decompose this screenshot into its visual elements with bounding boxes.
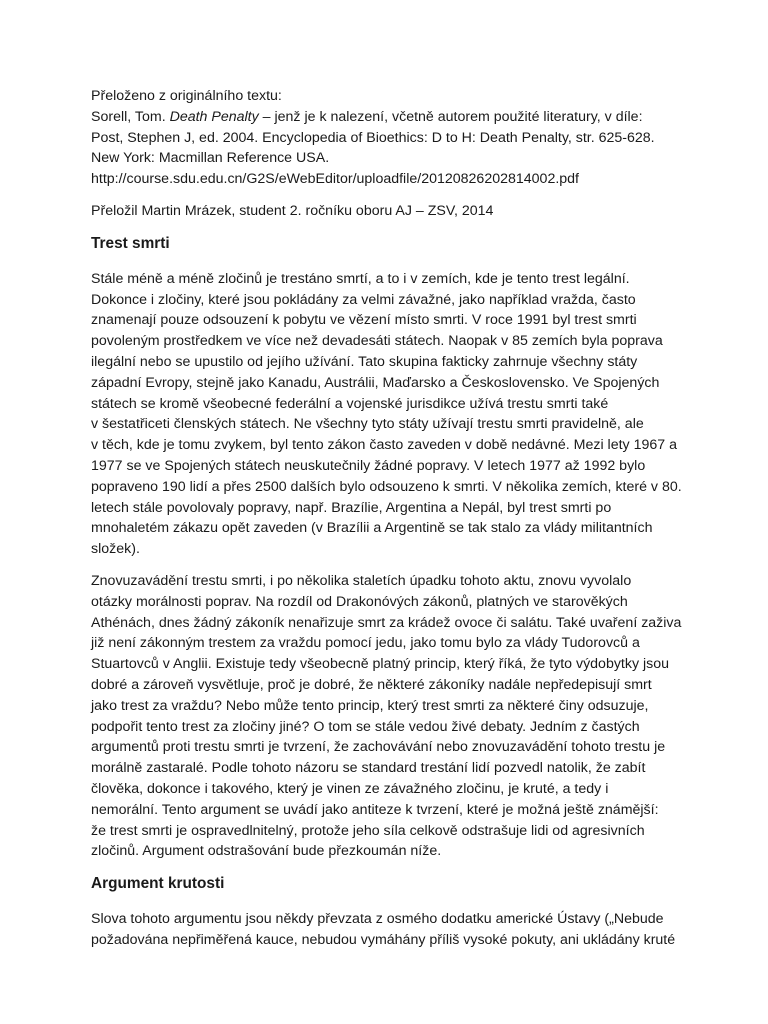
paragraph <box>91 909 691 951</box>
paragraph-line: již není zákonným trestem za vraždu pomocí jedu, jako tomu bylo za vlády Tudorovců a <box>91 635 640 652</box>
paragraph-line: popraveno 190 lidí a přes 2500 dalších bylo odsouzeno k smrti. V několika zemích, které v 80. <box>91 478 682 495</box>
paragraph-line: složek). <box>91 541 140 558</box>
paragraph-line: letech stále povolovaly popravy, např. Brazílie, Argentina a Nepál, byl trest smrti po <box>91 499 612 516</box>
citation-line: New York: Macmillan Reference USA. <box>91 150 330 167</box>
paragraph-line: Athénách, dnes žádný zákoník nenařizuje smrt za krádež ovoce či salátu. Také uvaření zaživa <box>91 614 682 631</box>
paragraph-line: v šestatřiceti členských státech. Ne všechny tyto státy užívají trestu smrti pravidelně, ale <box>91 416 644 433</box>
paragraph-line: západní Evropy, stejně jako Kanadu, Austrálii, Maďarsko a Československo. Ve Spojených <box>91 374 660 391</box>
source-citation <box>91 86 691 190</box>
citation-line: Post, Stephen J, ed. 2004. Encyclopedia of Bioethics: D to H: Death Penalty, str. 625-628. <box>91 129 655 146</box>
paragraph-line: povoleným prostředkem ve více než devadesáti státech. Naopak v 85 zemích byla poprava <box>91 333 663 350</box>
paragraph-line: Stále méně a méně zločinů je trestáno smrtí, a to i v zemích, kde je tento trest legální. <box>91 270 630 287</box>
paragraph-line: že trest smrti je ospravedlnitelný, protože jeho síla celkově odstrašuje lidi od agresivních <box>91 822 645 839</box>
paragraph-line: člověka, dokonce i takového, který je vinen ze závažného zločinu, je kruté, a tedy i <box>91 780 609 797</box>
paragraph-line: mnohaletém zákazu opět zaveden (v Brazílii a Argentině se tak stalo za vlády militantních <box>91 520 653 537</box>
translator-note: Přeložil Martin Mrázek, student 2. ročníku oboru AJ – ZSV, 2014 <box>91 202 494 219</box>
paragraph-line: morálně zastaralé. Podle tohoto názoru se standard trestání lidí pozvedl natolik, že zabít <box>91 760 646 777</box>
paragraph <box>91 571 691 862</box>
section-heading: Trest smrti <box>91 234 170 252</box>
paragraph-line: ilegální nebo se upustilo od jejího užívání. Tato skupina fakticky zahrnuje všechny státy <box>91 353 638 370</box>
paragraph-line: Stuartovců v Anglii. Existuje tedy všeobecně platný princip, který říká, že tyto výdobytky jsou <box>91 656 670 673</box>
citation-line: Přeloženo z originálního textu: <box>91 88 282 104</box>
paragraph-line: podpořit tento trest za zločiny jiné? O tom se stále vedou živé debaty. Jedním z častých <box>91 718 640 735</box>
citation-author: Sorell, Tom. <box>91 108 170 125</box>
citation-text: – jenž je k nalezení, včetně autorem použité literatury, v díle: <box>258 108 643 125</box>
citation-url: http://course.sdu.edu.cn/G2S/eWebEditor/uploadfile/20120826202814002.pdf <box>91 171 579 188</box>
citation-line <box>91 107 691 128</box>
paragraph-line: Slova tohoto argumentu jsou někdy převzata z osmého dodatku americké Ústavy („Nebude <box>91 911 664 928</box>
paragraph-line: Dokonce i zločiny, které jsou pokládány za velmi závažné, jako například vražda, často <box>91 291 636 308</box>
paragraph-line: požadována nepřiměřená kauce, nebudou vymáhány příliš vysoké pokuty, ani ukládány kruté <box>91 931 676 948</box>
paragraph-line: jako trest za vraždu? Nebo může tento princip, který trest smrti za některé činy odsuzuje, <box>91 697 649 714</box>
section-heading: Argument krutosti <box>91 875 225 893</box>
paragraph-line: argumentů proti trestu smrti je tvrzení, že zachovávání nebo znovuzavádění tohoto trestu je <box>91 739 666 756</box>
paragraph-line: otázky morálnosti poprav. Na rozdíl od Drakonóvých zákonů, platných ve starověkých <box>91 593 628 610</box>
paragraph-line: 1977 se ve Spojených státech neuskutečnily žádné popravy. V letech 1977 až 1992 bylo <box>91 457 646 474</box>
paragraph-line: dobré a zároveň vysvětluje, proč je dobré, že některé zákoníky nadále nepředepisují smrt <box>91 676 652 693</box>
paragraph-line: znamenají pouze odsouzení k pobytu ve vězení místo smrti. V roce 1991 byl trest smrti <box>91 312 637 329</box>
paragraph-line: Znovuzavádění trestu smrti, i po několika staletích úpadku tohoto aktu, znovu vyvolalo <box>91 572 632 589</box>
paragraph <box>91 269 691 560</box>
paragraph-line: nemorální. Tento argument se uvádí jako antiteze k tvrzení, které je možná ještě známější: <box>91 801 659 818</box>
paragraph-line: v těch, kde je tomu zvykem, byl tento zákon často zaveden v době nedávné. Mezi lety 1967 a <box>91 437 677 454</box>
citation-title: Death Penalty <box>169 108 259 125</box>
document-page <box>91 86 691 951</box>
paragraph-line: státech se kromě všeobecné federální a vojenské jurisdikce užívá trestu smrti také <box>91 395 609 412</box>
paragraph-line: zločinů. Argument odstrašování bude přezkoumán níže. <box>91 843 442 860</box>
